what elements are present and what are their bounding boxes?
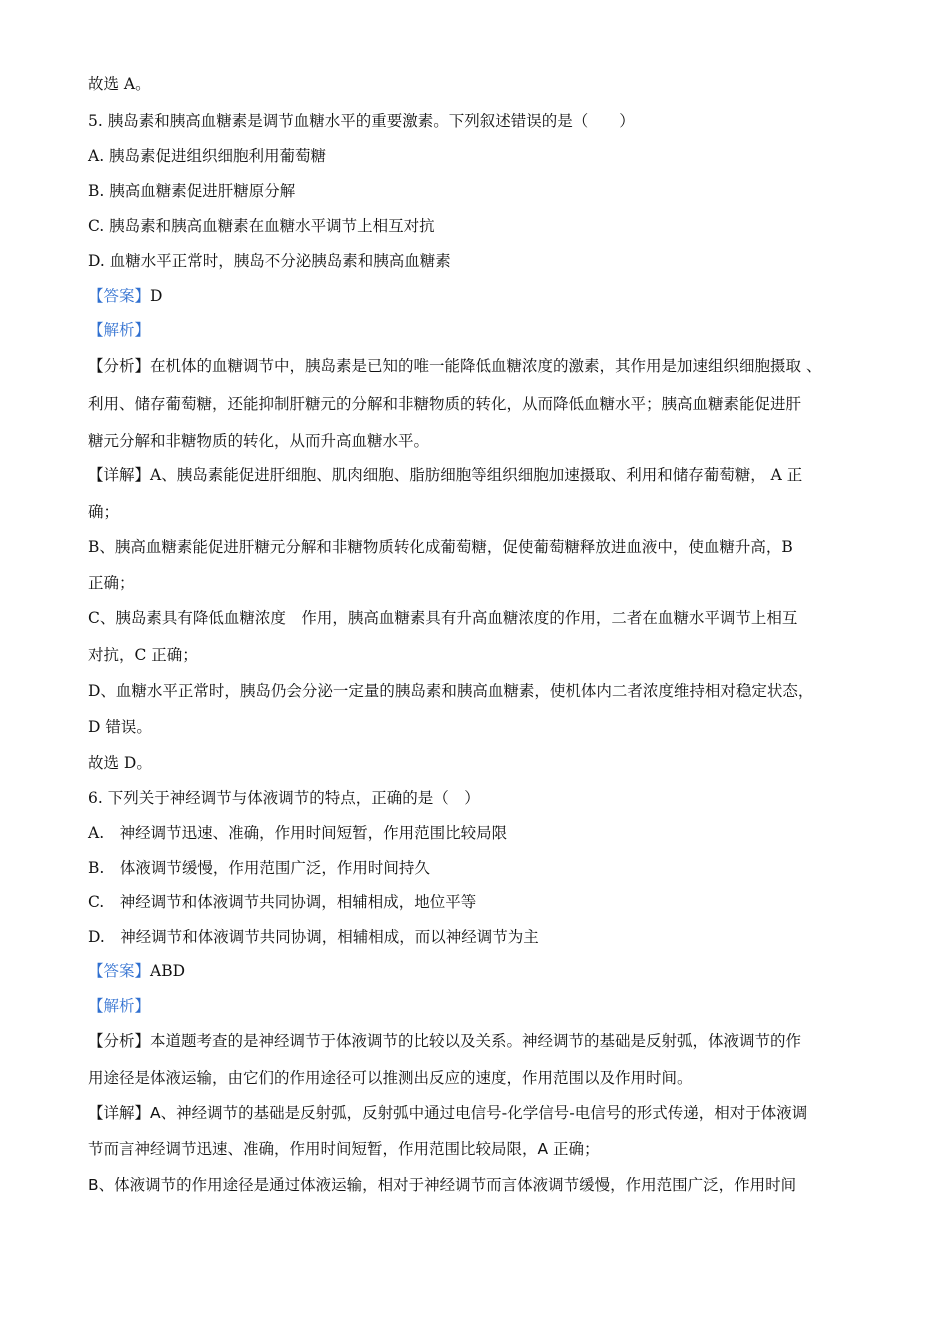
fenxi-text: 本道题考查的是神经调节于体液调节的比较以及关系。神经调节的基础是反射弧，体液调节的作 bbox=[150, 1032, 802, 1050]
answer-tag: 【答案】 bbox=[88, 962, 151, 980]
question-5-option-b: B. 胰高血糖素促进肝糖原分解 bbox=[88, 182, 296, 200]
question-5-detail-c-1: C、胰岛素具有降低血糖浓度 作用，胰高血糖素具有升高血糖浓度的作用，二者在血糖水平调节上相互 bbox=[88, 609, 798, 627]
fenxi-tag: 【分析】 bbox=[88, 1032, 151, 1050]
question-6-stem: 6. 下列关于神经调节与体液调节的特点，正确的是（ ） bbox=[88, 789, 480, 807]
question-5-stem: 5. 胰岛素和胰高血糖素是调节血糖水平的重要激素。下列叙述错误的是（ ） bbox=[88, 112, 635, 130]
question-6-option-a: A. 神经调节迅速、准确，作用时间短暂，作用范围比较局限 bbox=[88, 824, 508, 842]
question-5-detail-c-2: 对抗，C 正确； bbox=[88, 646, 198, 664]
question-5-answer bbox=[88, 286, 162, 306]
question-6-answer bbox=[88, 961, 185, 981]
question-5-detail-a-1 bbox=[88, 465, 802, 485]
xiangjie-tag: 【详解】 bbox=[88, 466, 151, 484]
question-5-option-d: D. 血糖水平正常时，胰岛不分泌胰岛素和胰高血糖素 bbox=[88, 252, 451, 270]
question-6-option-c: C. 神经调节和体液调节共同协调，相辅相成，地位平等 bbox=[88, 893, 477, 911]
question-5-analysis-heading: 【解析】 bbox=[88, 321, 151, 339]
question-5-option-a: A. 胰岛素促进组织细胞利用葡萄糖 bbox=[88, 147, 327, 165]
fenxi-text: 在机体的血糖调节中，胰岛素是已知的唯一能降低血糖浓度的激素，其作用是加速组织细胞摄取 、 bbox=[150, 357, 822, 375]
question-6-fenxi-line-2: 用途径是体液运输，由它们的作用途径可以推测出反应的速度，作用范围以及作用时间。 bbox=[88, 1069, 693, 1087]
answer-value: D bbox=[150, 287, 163, 305]
question-5-conclusion: 故选 D。 bbox=[88, 754, 152, 772]
question-5-detail-b-2: 正确； bbox=[88, 574, 135, 592]
conclusion-line: 故选 A。 bbox=[88, 75, 151, 93]
question-6-fenxi-line-1 bbox=[88, 1031, 801, 1051]
xiangjie-tag: 【详解】 bbox=[88, 1104, 151, 1122]
question-5-fenxi-line-3: 糖元分解和非糖物质的转化，从而升高血糖水平。 bbox=[88, 432, 430, 450]
question-6-analysis-heading: 【解析】 bbox=[88, 997, 151, 1015]
question-6-detail-b-1: B、体液调节的作用途径是通过体液运输，相对于神经调节而言体液调节缓慢，作用范围广泛，作用时间 bbox=[88, 1176, 797, 1194]
question-6-option-d: D. 神经调节和体液调节共同协调，相辅相成，而以神经调节为主 bbox=[88, 928, 539, 946]
question-5-detail-a-2: 确； bbox=[88, 503, 120, 521]
question-6-detail-a-2: 节而言神经调节迅速、准确，作用时间短暂，作用范围比较局限，A 正确； bbox=[88, 1140, 600, 1158]
question-5-fenxi-line-2: 利用、储存葡萄糖，还能抑制肝糖元的分解和非糖物质的转化，从而降低血糖水平；胰高血糖素能促进肝 bbox=[88, 395, 802, 413]
answer-tag: 【答案】 bbox=[88, 287, 151, 305]
detail-text: A、神经调节的基础是反射弧，反射弧中通过电信号-化学信号-电信号的形式传递，相对于体液调 bbox=[150, 1104, 808, 1122]
question-5-option-c: C. 胰岛素和胰高血糖素在血糖水平调节上相互对抗 bbox=[88, 217, 435, 235]
question-6-option-b: B. 体液调节缓慢，作用范围广泛，作用时间持久 bbox=[88, 859, 430, 877]
question-5-detail-d-2: D 错误。 bbox=[88, 718, 152, 736]
question-6-detail-a-1 bbox=[88, 1103, 807, 1123]
question-5-fenxi-line-1 bbox=[88, 356, 821, 376]
fenxi-tag: 【分析】 bbox=[88, 357, 151, 375]
answer-value: ABD bbox=[150, 962, 186, 980]
question-5-detail-d-1: D、血糖水平正常时，胰岛仍会分泌一定量的胰岛素和胰高血糖素，使机体内二者浓度维持相对稳定状态， bbox=[88, 682, 814, 700]
question-5-detail-b-1: B、胰高血糖素能促进肝糖元分解和非糖物质转化成葡萄糖，促使葡萄糖释放进血液中，使血糖升高，B bbox=[88, 538, 793, 556]
detail-text: A、胰岛素能促进肝细胞、肌肉细胞、脂肪细胞等组织细胞加速摄取、利用和储存葡萄糖， A 正 bbox=[150, 466, 803, 484]
